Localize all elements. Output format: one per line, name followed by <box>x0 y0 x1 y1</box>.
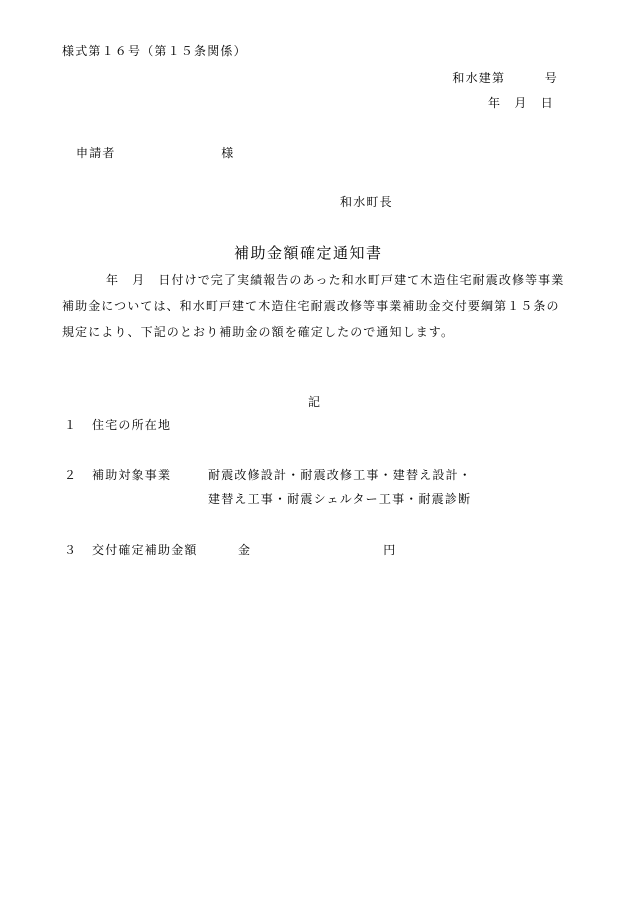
issuer-name: 和水町長 <box>340 195 393 209</box>
item-1-number: １ <box>64 418 78 432</box>
item-3-number: ３ <box>64 543 78 557</box>
item-3-label: 交付確定補助金額 <box>92 543 198 557</box>
form-number: 様式第１６号（第１５条関係） <box>62 44 247 58</box>
document-title: 補助金額確定通知書 <box>234 244 383 262</box>
item-2-value-line-1: 耐震改修設計・耐震改修工事・建替え設計・ <box>208 468 473 482</box>
document-number: 和水建第 号 <box>452 71 558 85</box>
item-3-amount: 金 円 <box>238 543 397 557</box>
item-2-value-line-2: 建替え工事・耐震シェルター工事・耐震診断 <box>208 492 472 506</box>
issue-date: 年 月 日 <box>487 96 554 110</box>
ki-heading: 記 <box>308 395 322 409</box>
item-1-label: 住宅の所在地 <box>92 418 172 432</box>
item-2-number: ２ <box>64 468 78 482</box>
item-2-label: 補助対象事業 <box>92 468 172 482</box>
body-paragraph: 年 月 日付けで完了実績報告のあった和水町戸建て木造住宅耐震改修等事業補助金については、和水町戸建て木造住宅耐震改修等事業補助金交付要綱第１５条の規定により、下記のとおり補助金の額を確定したので通知します。 <box>62 273 565 339</box>
applicant-line: 申請者 様 <box>76 146 235 160</box>
